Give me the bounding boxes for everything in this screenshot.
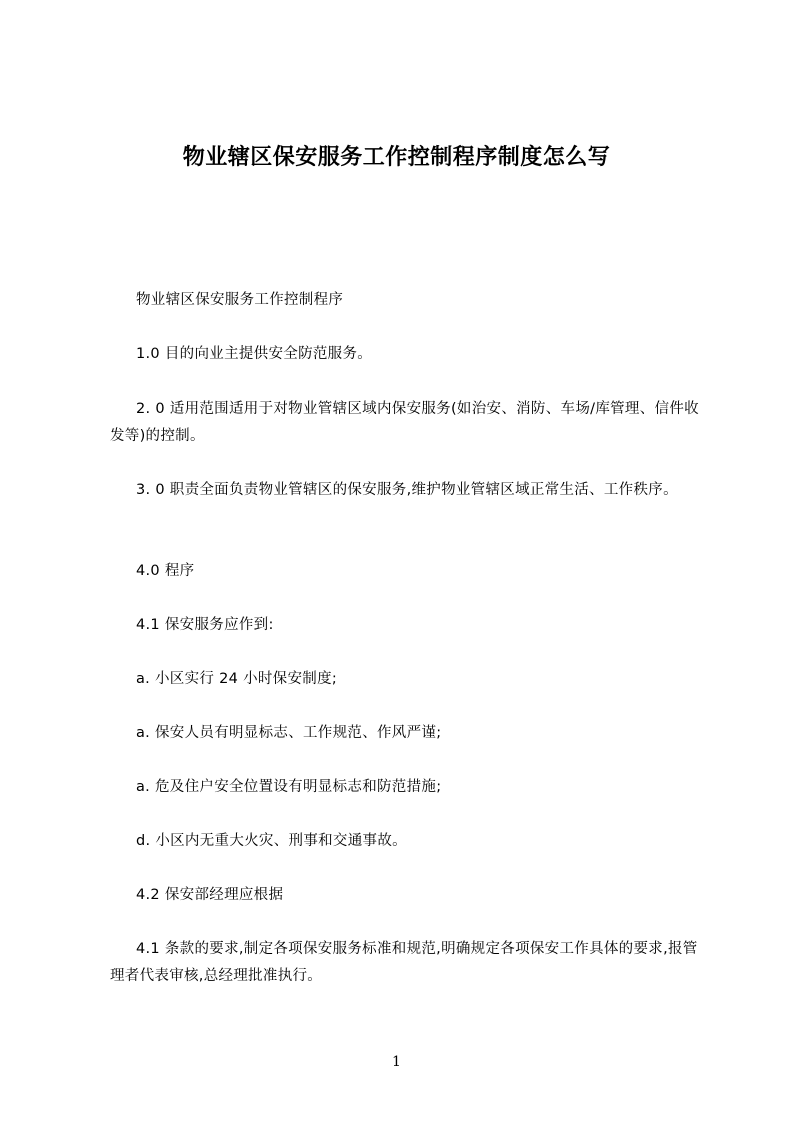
list-item: d. 小区内无重大火灾、刑事和交通事故。 — [136, 833, 407, 849]
list-item: a. 危及住户安全位置设有明显标志和防范措施; — [136, 779, 442, 795]
list-item: a. 保安人员有明显标志、工作规范、作风严谨; — [136, 725, 442, 741]
paragraph-scope: 2. 0 适用范围适用于对物业管辖区域内保安服务(如治安、消防、车场/库管理、信件收发等)的控制。 — [110, 401, 699, 444]
paragraph-procedure: 4.0 程序 — [136, 563, 195, 579]
paragraph-section-4-2: 4.2 保安部经理应根据 — [136, 887, 284, 903]
paragraph-heading: 物业辖区保安服务工作控制程序 — [136, 292, 344, 308]
paragraph-responsibility: 3. 0 职责全面负责物业管辖区的保安服务,维护物业管辖区域正常生活、工作秩序。 — [136, 482, 678, 498]
list-item: a. 小区实行 24 小时保安制度; — [136, 671, 338, 687]
paragraph-requirements: 4.1 条款的要求,制定各项保安服务标准和规范,明确规定各项保安工作具体的要求,报管理者代表审核,总经理批准执行。 — [110, 941, 698, 984]
page-number: 1 — [392, 1054, 401, 1070]
paragraph-purpose: 1.0 目的向业主提供安全防范服务。 — [136, 346, 373, 362]
paragraph-section-4-1: 4.1 保安服务应作到: — [136, 617, 274, 633]
document-title: 物业辖区保安服务工作控制程序制度怎么写 — [182, 145, 611, 170]
